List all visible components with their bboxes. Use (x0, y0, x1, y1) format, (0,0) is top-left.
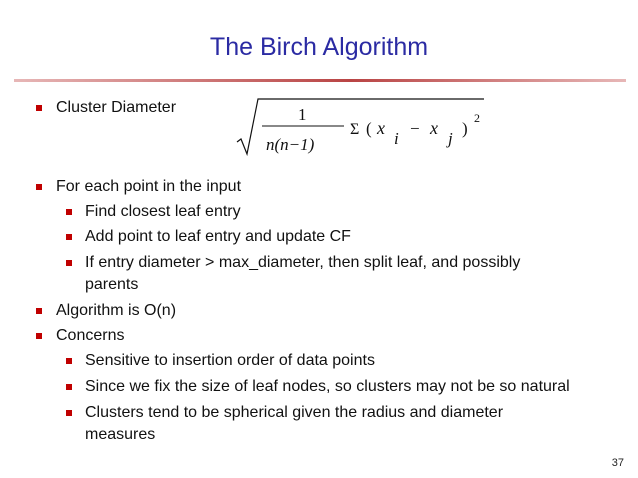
bullet-marker (36, 184, 42, 190)
formula-power: 2 (474, 111, 480, 125)
sub-bullet-marker (66, 209, 72, 215)
bullet-for-each-point: For each point in the input (56, 178, 242, 195)
sub-bullet-marker (66, 384, 72, 390)
title-divider (14, 79, 626, 82)
formula-open-paren: ( (366, 119, 372, 138)
formula-xi: x (377, 118, 385, 138)
sub-bullet-add-point: Add point to leaf entry and update CF (85, 228, 351, 245)
cluster-diameter-formula (234, 96, 494, 160)
slide-title: The Birch Algorithm (209, 33, 429, 61)
sub-bullet-spherical: Clusters tend to be spherical given the radius and diameter (85, 404, 504, 421)
formula-sum: Σ (350, 121, 360, 138)
formula-numerator: 1 (298, 105, 307, 124)
sub-bullet-split-leaf-cont: parents (85, 276, 139, 293)
bullet-concerns: Concerns (56, 327, 125, 344)
sub-bullet-marker (66, 234, 72, 240)
bullet-marker (36, 308, 42, 314)
bullet-algorithm-complexity: Algorithm is O(n) (56, 302, 177, 319)
sub-bullet-marker (66, 260, 72, 266)
formula-xj: x (430, 118, 438, 138)
page-number: 37 (611, 457, 624, 469)
sub-bullet-find-closest: Find closest leaf entry (85, 203, 241, 220)
sub-bullet-marker (66, 358, 72, 364)
bullet-marker (36, 333, 42, 339)
formula-minus: − (410, 119, 420, 138)
formula-subscript-i: i (394, 129, 399, 148)
formula-subscript-j: j (448, 129, 453, 148)
bullet-cluster-diameter: Cluster Diameter (56, 99, 177, 116)
sub-bullet-spherical-cont: measures (85, 426, 156, 443)
bullet-marker (36, 105, 42, 111)
sub-bullet-marker (66, 410, 72, 416)
formula-close-paren: ) (462, 119, 468, 138)
sub-bullet-split-leaf: If entry diameter > max_diameter, then split leaf, and possibly (85, 254, 521, 271)
sub-bullet-leaf-size: Since we fix the size of leaf nodes, so clusters may not be so natural (85, 378, 570, 395)
sub-bullet-insertion-order: Sensitive to insertion order of data points (85, 352, 375, 369)
formula-denominator: n(n−1) (266, 135, 315, 154)
